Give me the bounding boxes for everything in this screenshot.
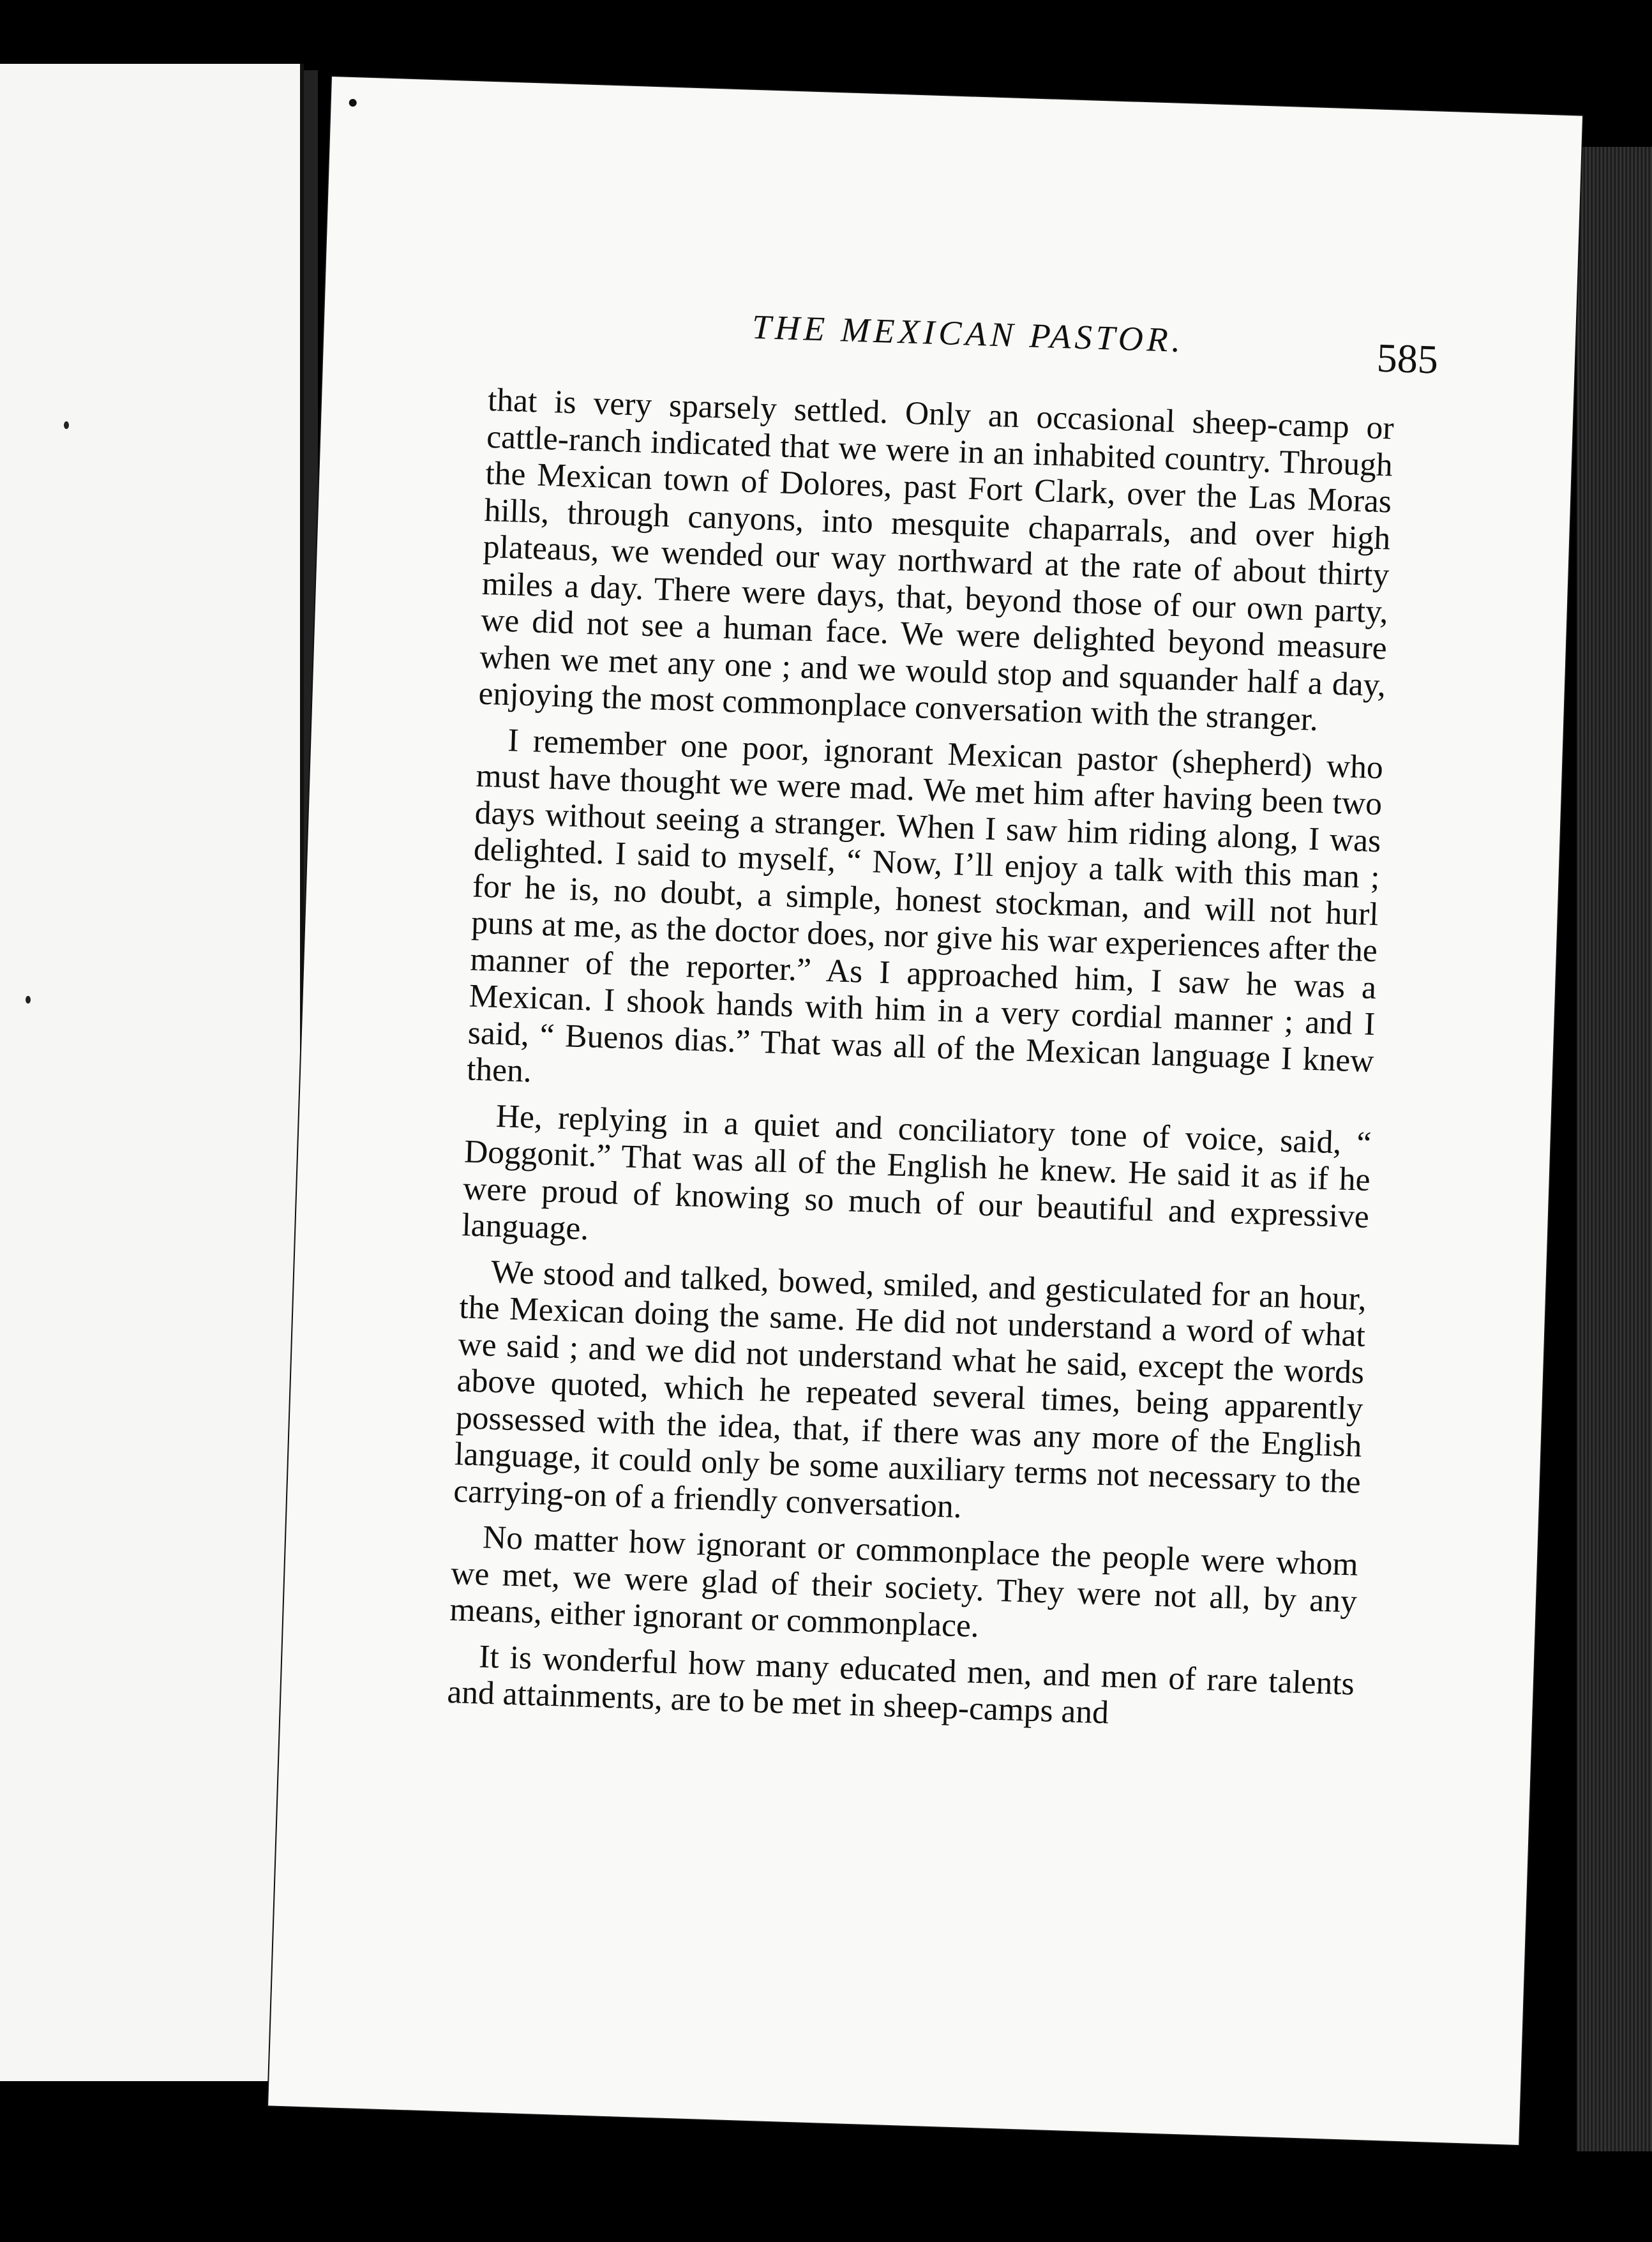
paragraph-3: He, replying in a quiet and conciliatory tone of voice, said, “ Doggonit.” That was all of the English he knew. He said it as if he were proud of knowing so much of our beautiful and expressive language. bbox=[461, 1097, 1372, 1247]
speck bbox=[26, 996, 31, 1004]
body-text bbox=[446, 382, 1394, 1748]
paragraph-5: No matter how ignorant or commonplace the people were whom we met, we were glad of their society. They were not all, by any means, either ignorant or commonplace. bbox=[449, 1519, 1359, 1645]
speck bbox=[64, 421, 69, 429]
paragraph-1: that is very sparsely settled. Only an occasional sheep-camp or cattle-ranch indicated that we were in an inhabited country. Through the Mexican town of Dolores, past Fort Clark, over the Las Moras hills, through canyons, into mesquite chaparrals, and over high plateaus, we wended our way northward at the rate of about thirty miles a day. There were days, that, beyond those of our own party, we did not see a human face. We were delighted beyond measure when we met any one ; and we would stop and squander half a day, enjoying the most commonplace conversation with the stranger. bbox=[477, 381, 1395, 739]
left-page-blank bbox=[0, 64, 304, 2081]
page-number: 585 bbox=[1376, 335, 1439, 382]
paragraph-2: I remember one poor, ignorant Mexican pastor (shepherd) who must have thought we were mad. We met him after having been two days without seeing a stranger. When I saw him riding along, I was delighted. I said to myself, “ Now, I’ll enjoy a talk with this man ; for he is, no doubt, a simple, honest stockman, and will not hurl puns at me, as the doctor does, nor give his war experiences after the manner of the reporter.” As I approached him, I saw he was a Mexican. I shook hands with him in a very cordial manner ; and I said, “ Buenos dias.” That was all of the Mexican language I knew then. bbox=[466, 721, 1384, 1090]
paragraph-6: It is wonderful how many educated men, and men of rare talents and attainments, are to be met in sheep-camps and bbox=[446, 1637, 1355, 1731]
paragraph-4: We stood and talked, bowed, smiled, and gesticulated for an hour, the Mexican doing the same. He did not understand a word of what we said ; and we did not understand what he said, except the words above quoted, which he repeated several times, being apparently possessed with the idea, that, if there was any more of the English language, it could only be some auxiliary terms not necessary to the carrying-on of a friendly conversation. bbox=[453, 1253, 1367, 1525]
speck bbox=[349, 99, 357, 107]
right-page bbox=[268, 77, 1582, 2145]
page-edges bbox=[1577, 147, 1652, 2151]
running-head: THE MEXICAN PASTOR. bbox=[751, 307, 1185, 360]
